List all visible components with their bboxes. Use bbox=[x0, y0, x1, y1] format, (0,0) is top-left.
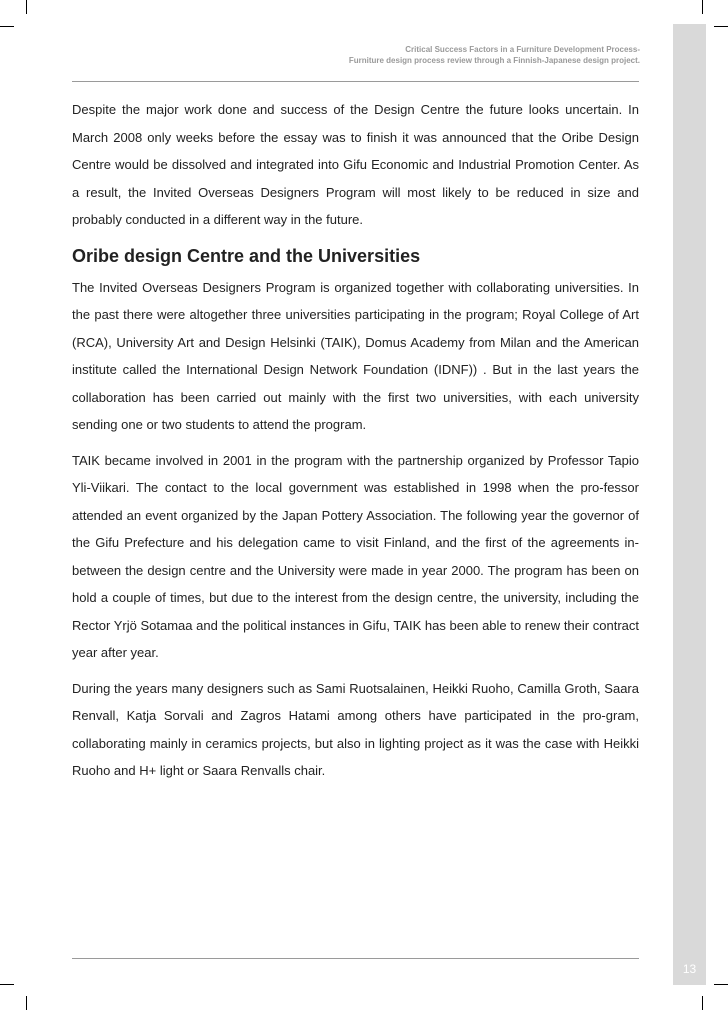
paragraph: During the years many designers such as Sami Ruotsalainen, Heikki Ruoho, Camilla Groth, Saara Renvall, Katja Sorvali and Zagros Hatami among others have participated in the pro-gram, collaborating mainly in ceramics projects, but also in lighting project as it was the case with Heikki Ruoho and H+ light or Saara Renvalls chair. bbox=[72, 680, 639, 778]
running-header-line2: Furniture design process review through a Finnish-Japanese design project. bbox=[348, 56, 640, 65]
paragraph: TAIK became involved in 2001 in the program with the partnership organized by Professor Tapio Yli-Viikari. The contact to the local government was established in 1998 when the pro-fessor attended an event organized by the Japan Pottery Association. The following year the governor of the Gifu Prefecture and his delegation came to visit Finland, and the first of the agreements in-between the design centre and the University were made in year 2000. The program has been on hold a couple of times, but due to the interest from the design centre, the university, including the Rector Yrjö Sotamaa and the political instances in Gifu, TAIK has been able to renew their contract year after year. bbox=[72, 452, 639, 660]
page-number: 13 bbox=[682, 962, 697, 976]
page-sidebar bbox=[673, 24, 706, 985]
crop-mark bbox=[0, 26, 14, 27]
crop-mark bbox=[714, 984, 728, 985]
section-heading: Oribe design Centre and the Universities bbox=[72, 245, 421, 266]
document-body bbox=[72, 96, 639, 793]
paragraph: Despite the major work done and success of the Design Centre the future looks uncertain. In March 2008 only weeks before the essay was to finish it was announced that the Oribe Design Centre would be dissolved and integrated into Gifu Economic and Industrial Promotion Center. As a result, the Invited Overseas Designers Program will most likely to be reduced in size and probably conducted in a different way in the future. bbox=[72, 102, 639, 227]
crop-mark bbox=[714, 26, 728, 27]
crop-mark bbox=[0, 984, 14, 985]
footer-rule bbox=[72, 958, 639, 959]
paragraph: The Invited Overseas Designers Program is organized together with collaborating universities. In the past there were altogether three universities participating in the program; Royal College of Art (RCA), University Art and Design Helsinki (TAIK), Domus Academy from Milan and the American institute called the International Design Network Foundation (IDNF)) . But in the last years the collaboration has been carried out mainly with the first two universities, with each university sending one or two students to attend the program. bbox=[72, 279, 639, 432]
crop-mark bbox=[702, 996, 703, 1010]
crop-mark bbox=[26, 996, 27, 1010]
crop-mark bbox=[26, 0, 27, 14]
running-header bbox=[349, 44, 640, 66]
header-rule bbox=[72, 81, 639, 82]
running-header-line1: Critical Success Factors in a Furniture Development Process- bbox=[405, 45, 640, 54]
crop-mark bbox=[702, 0, 703, 14]
